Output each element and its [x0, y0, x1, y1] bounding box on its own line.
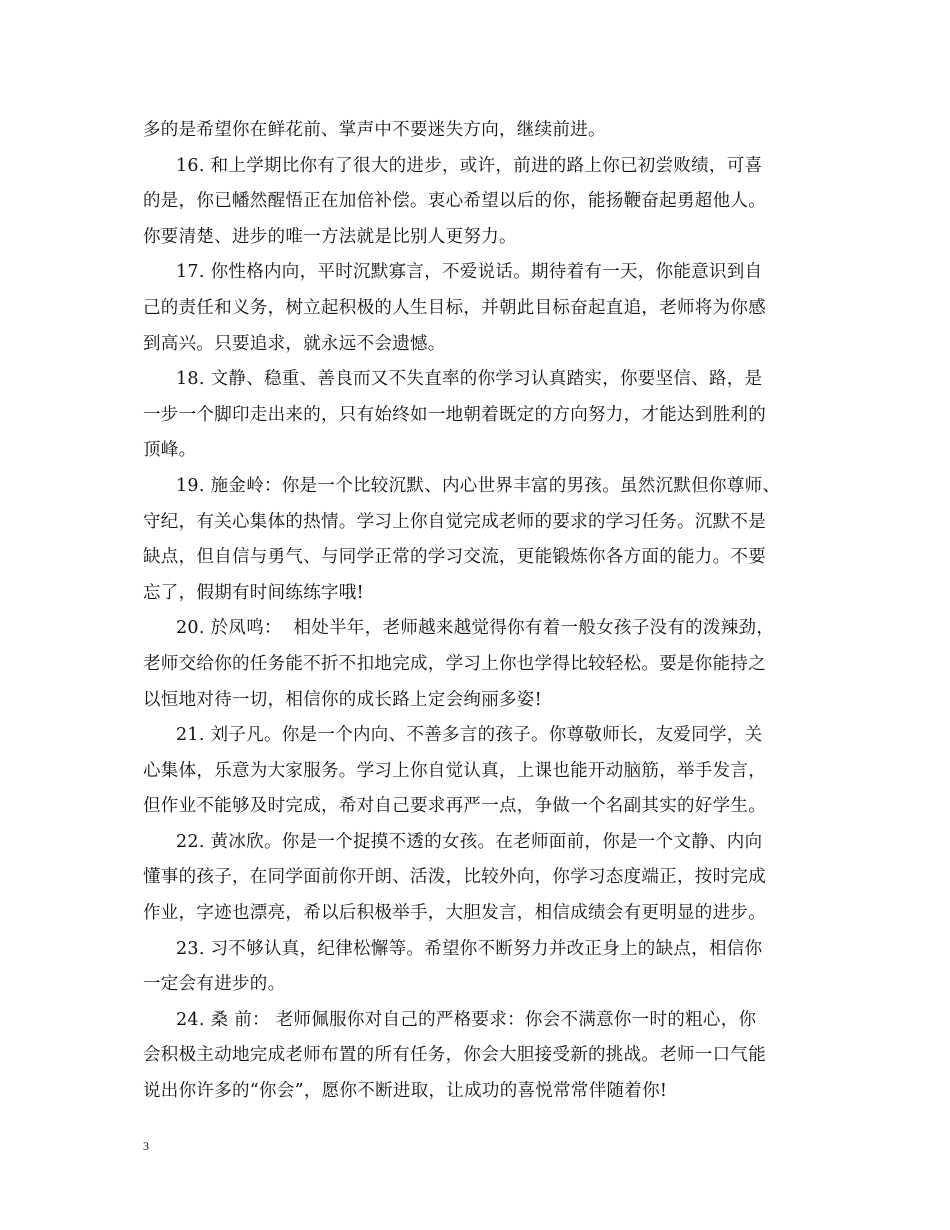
paragraph-line: 会积极主动地完成老师布置的所有任务，你会大胆接受新的挑战。老师一口气能	[143, 1045, 766, 1066]
paragraph-line: 老师交给你的任务能不折不扣地完成，学习上你也学得比较轻松。要是你能持之	[143, 653, 766, 674]
paragraph-line: 以恒地对待一切，相信你的成长路上定会绚丽多姿!	[143, 689, 542, 710]
paragraph-line: 顶峰。	[143, 440, 197, 461]
paragraph-line: 一定会有进步的。	[143, 974, 286, 995]
paragraph-line: 作业，字迹也漂亮，希以后积极举手，大胆发言，相信成绩会有更明显的进步。	[143, 903, 766, 924]
document-body	[143, 113, 815, 1110]
paragraph-line: 己的责任和义务，树立起积极的人生目标，并朝此目标奋起直追，老师将为你感	[143, 297, 766, 318]
paragraph-line: 到高兴。只要追求，就永远不会遗憾。	[143, 333, 446, 354]
paragraph-line: 的是，你已幡然醒悟正在加倍补偿。衷心希望以后的你，能扬鞭奋起勇超他人。	[143, 191, 766, 212]
paragraph-first-line: 21. 刘子凡。你是一个内向、不善多言的孩子。你尊敬师长，友爱同学，关	[176, 725, 763, 746]
paragraph-line: 说出你许多的“你会”，愿你不断进取，让成功的喜悦常常伴随着你!	[143, 1081, 668, 1102]
paragraph-line: 一步一个脚印走出来的，只有始终如一地朝着既定的方向努力，才能达到胜利的	[143, 404, 766, 425]
paragraph-first-line: 17. 你性格内向，平时沉默寡言，不爱说话。期待着有一天，你能意识到自	[176, 262, 763, 283]
paragraph-line: 你要清楚、进步的唯一方法就是比别人更努力。	[143, 226, 517, 247]
paragraph-line: 懂事的孩子，在同学面前你开朗、活泼，比较外向，你学习态度端正，按时完成	[143, 867, 766, 888]
paragraph-line: 多的是希望你在鲜花前、掌声中不要迷失方向，继续前进。	[143, 120, 606, 140]
paragraph-first-line: 23. 习不够认真，纪律松懈等。希望你不断努力并改正身上的缺点，相信你	[176, 938, 763, 959]
page-number: 3	[143, 1139, 149, 1153]
paragraph-line: 守纪，有关心集体的热情。学习上你自觉完成老师的要求的学习任务。沉默不是	[143, 511, 766, 532]
paragraph-line: 忘了，假期有时间练练字哦!	[143, 582, 364, 603]
paragraph-first-line: 20. 於凤鸣： 相处半年，老师越来越觉得你有着一般女孩子没有的泼辣劲，	[176, 618, 775, 639]
paragraph-first-line: 16. 和上学期比你有了很大的进步，或许，前进的路上你已初尝败绩，可喜	[176, 155, 763, 176]
paragraph-line: 但作业不能够及时完成，希对自己要求再严一点，争做一个名副其实的好学生。	[143, 796, 766, 817]
paragraph-line: 心集体，乐意为大家服务。学习上你自觉认真，上课也能开动脑筋，举手发言，	[143, 760, 766, 781]
paragraph-first-line: 22. 黄冰欣。你是一个捉摸不透的女孩。在老师面前，你是一个文静、内向	[176, 831, 763, 852]
paragraph-first-line: 24. 桑 前： 老师佩服你对自己的严格要求：你会不满意你一时的粗心，你	[176, 1009, 757, 1030]
paragraph-first-line: 19. 施金岭：你是一个比较沉默、内心世界丰富的男孩。虽然沉默但你尊师、	[176, 475, 781, 496]
paragraph-first-line: 18. 文静、稳重、善良而又不失直率的你学习认真踏实，你要坚信、路，是	[176, 369, 763, 390]
paragraph-line: 缺点，但自信与勇气、与同学正常的学习交流，更能锻炼你各方面的能力。不要	[143, 547, 766, 568]
